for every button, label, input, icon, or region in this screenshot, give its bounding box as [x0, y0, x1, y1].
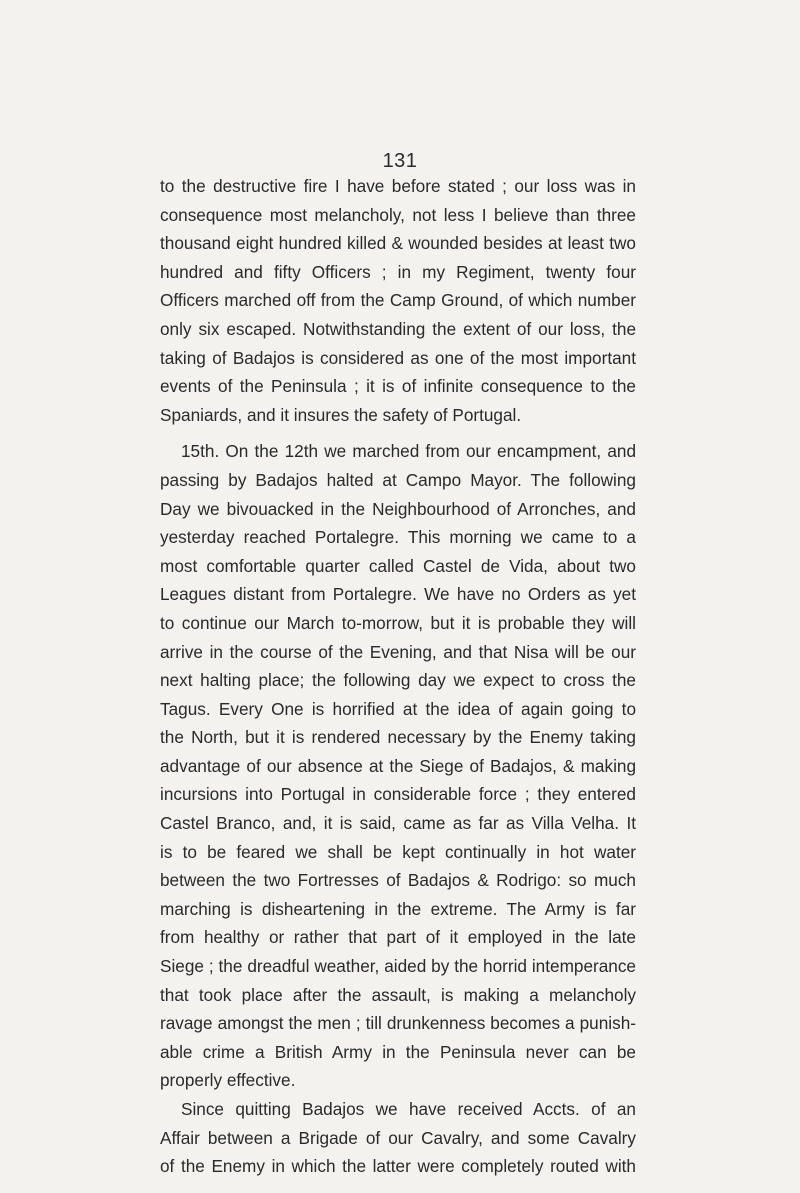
paragraph-2: [160, 437, 636, 1095]
text-line: yesterday reached Portalegre. This morning we came to a: [160, 527, 636, 548]
text-line: thousand eight hundred killed & wounded besides at least two: [160, 233, 636, 254]
text-line: able crime a British Army in the Peninsula never can be: [160, 1041, 636, 1062]
paragraph-1: [160, 172, 636, 429]
text-line: most comfortable quarter called Castel de Vida, about two: [160, 555, 636, 576]
text-line: incursions into Portugal in considerable force ; they entered: [160, 784, 636, 805]
text-line: to continue our March to-morrow, but it is probable they will: [160, 612, 636, 633]
text-line: that took place after the assault, is making a melancholy: [160, 984, 636, 1005]
text-line: Spaniards, and it insures the safety of Portugal.: [160, 404, 522, 425]
text-line: hundred and fifty Officers ; in my Regiment, twenty four: [160, 261, 636, 282]
text-line: next halting place; the following day we expect to cross the: [160, 670, 636, 691]
text-line: passing by Badajos halted at Campo Mayor. The following: [160, 469, 636, 490]
text-line: Officers marched off from the Camp Ground, of which number: [160, 290, 636, 311]
text-line: Since quitting Badajos we have received Accts. of an: [181, 1099, 636, 1119]
text-line: advantage of our absence at the Siege of Badajos, & making: [160, 755, 636, 776]
text-line: events of the Peninsula ; it is of infinite consequence to the: [160, 376, 636, 397]
paragraph-spacer: [160, 429, 636, 437]
text-line: Day we bivouacked in the Neighbourhood of Arronches, and: [160, 498, 636, 519]
body-text: [160, 172, 636, 1181]
text-line: Castel Branco, and, it is said, came as far as Villa Velha. It: [160, 813, 636, 834]
text-line: taking of Badajos is considered as one of the most important: [160, 347, 636, 368]
text-line: to the destructive fire I have before stated ; our loss was in: [160, 176, 636, 196]
text-line: is to be feared we shall be kept continually in hot water: [160, 841, 636, 862]
page-number: 131: [382, 150, 418, 172]
text-line: arrive in the course of the Evening, and that Nisa will be our: [160, 641, 636, 662]
text-line: Siege ; the dreadful weather, aided by the horrid intemperance: [160, 956, 636, 977]
text-line: between the two Fortresses of Badajos & Rodrigo: so much: [160, 870, 636, 891]
text-line: Leagues distant from Portalegre. We have no Orders as yet: [160, 584, 636, 605]
text-line: consequence most melancholy, not less I believe than three: [160, 204, 636, 225]
text-line: marching is disheartening in the extreme. The Army is far: [160, 898, 636, 919]
paragraph-3: [160, 1095, 636, 1181]
text-line: the North, but it is rendered necessary by the Enemy taking: [160, 727, 636, 748]
text-line: of the Enemy in which the latter were completely routed with: [160, 1156, 636, 1177]
text-line: from healthy or rather that part of it employed in the late: [160, 927, 636, 948]
text-line: properly effective.: [160, 1070, 296, 1091]
text-line: Tagus. Every One is horrified at the idea of again going to: [160, 698, 636, 719]
text-line: Affair between a Brigade of our Cavalry, and some Cavalry: [160, 1127, 636, 1148]
text-line: ravage amongst the men ; till drunkenness becomes a punish-: [160, 1013, 636, 1034]
text-line: 15th. On the 12th we marched from our encampment, and: [181, 441, 636, 462]
text-line: only six escaped. Notwithstanding the extent of our loss, the: [160, 318, 636, 339]
